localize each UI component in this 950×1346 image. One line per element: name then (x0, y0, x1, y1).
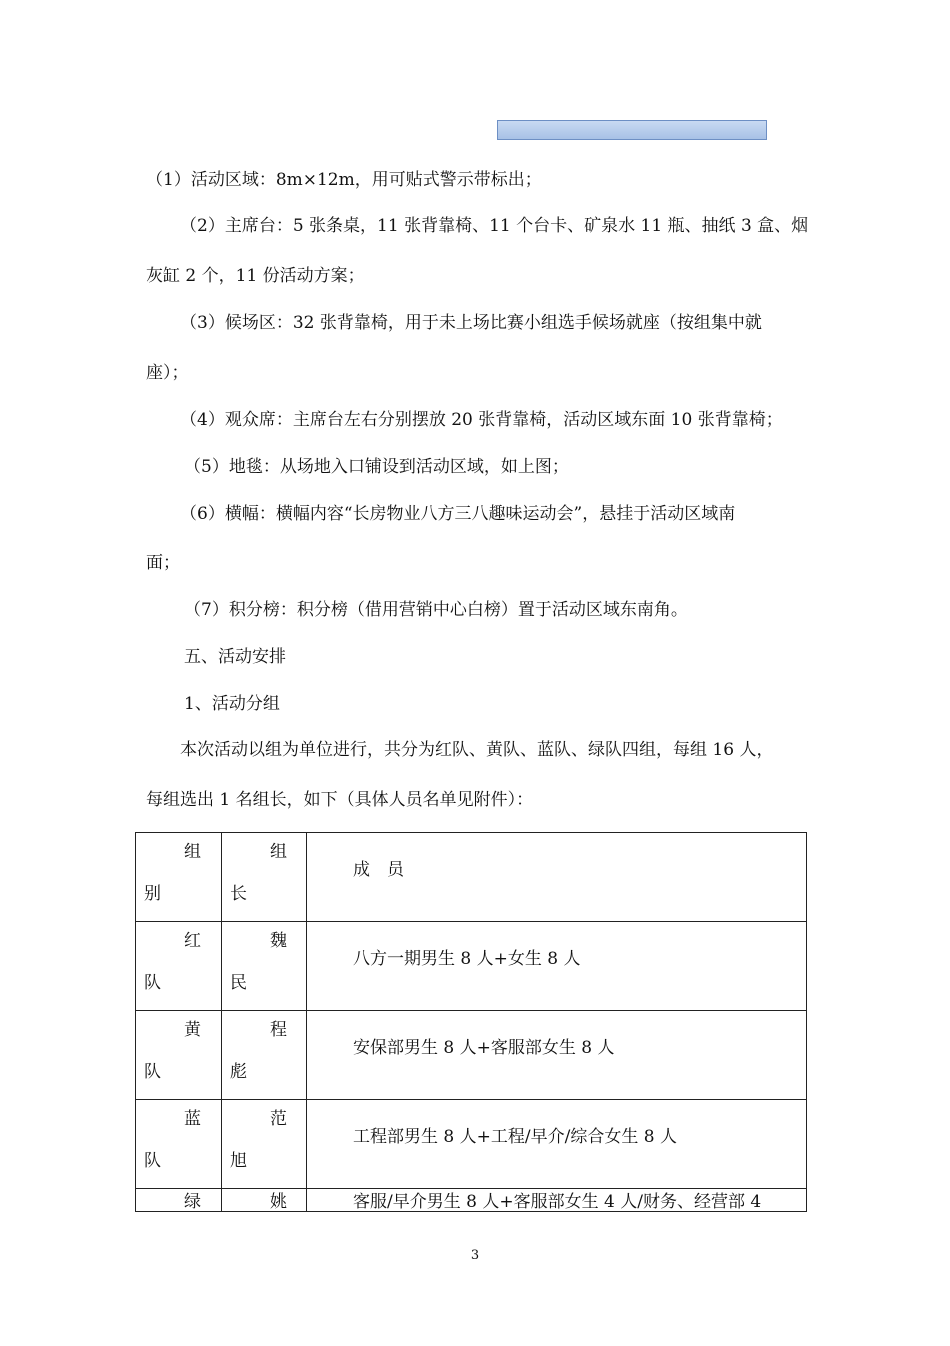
paragraph-scoreboard: （7）积分榜：积分榜（借用营销中心白榜）置于活动区域东南角。 (184, 600, 688, 620)
intro-line1: 本次活动以组为单位进行，共分为红队、黄队、蓝队、绿队四组，每组 16 人， (180, 740, 774, 760)
group-char1: 蓝 (184, 1109, 201, 1129)
paragraph-carpet: （5）地毯：从场地入口铺设到活动区域，如上图； (184, 457, 569, 477)
paragraph-banner-line2: 面； (146, 553, 180, 573)
group-table (135, 832, 807, 1212)
leader-char1: 范 (270, 1109, 287, 1129)
header-group-char1: 组 (184, 842, 201, 862)
leader-char1: 魏 (270, 931, 287, 951)
table-cell (222, 1189, 307, 1212)
header-members: 成 员 (353, 860, 404, 880)
members-text: 八方一期男生 8 人+女生 8 人 (353, 949, 581, 969)
table-cell (307, 1100, 807, 1189)
table-header-row (136, 833, 807, 922)
leader-char1: 姚 (270, 1192, 287, 1211)
header-group-char2: 别 (144, 884, 161, 904)
table-row (136, 1189, 807, 1212)
table-cell (136, 922, 222, 1011)
intro-line2: 每组选出 1 名组长，如下（具体人员名单见附件）： (146, 790, 534, 810)
table-cell (307, 1011, 807, 1100)
group-char2: 队 (144, 1062, 161, 1082)
table-cell (136, 1011, 222, 1100)
members-text: 安保部男生 8 人+客服部女生 8 人 (353, 1038, 615, 1058)
group-char1: 绿 (184, 1192, 201, 1211)
table-cell (307, 833, 807, 922)
table-cell (222, 1100, 307, 1189)
table-row (136, 1100, 807, 1189)
group-char2: 队 (144, 1151, 161, 1171)
group-char2: 队 (144, 973, 161, 993)
leader-char2: 民 (230, 973, 247, 993)
table-row (136, 1011, 807, 1100)
page-number: 3 (470, 1248, 480, 1263)
table-cell (222, 1011, 307, 1100)
table-cell (222, 922, 307, 1011)
paragraph-audience: （4）观众席：主席台左右分别摆放 20 张背靠椅，活动区域东面 10 张背靠椅； (180, 410, 783, 430)
leader-char2: 旭 (230, 1151, 247, 1171)
table-cell (136, 1100, 222, 1189)
paragraph-head-table-line2: 灰缸 2 个，11 份活动方案； (146, 266, 365, 286)
table-cell (136, 1189, 222, 1212)
section-title: 五、活动安排 (184, 647, 286, 667)
sub-title: 1、活动分组 (184, 694, 280, 714)
leader-char1: 程 (270, 1020, 287, 1040)
header-leader-char2: 长 (230, 884, 247, 904)
group-char1: 红 (184, 931, 201, 951)
paragraph-activity-area: （1）活动区域：8m×12m，用可贴式警示带标出； (146, 170, 542, 190)
table-cell (307, 1189, 807, 1212)
table-cell (307, 922, 807, 1011)
banner-placeholder (497, 120, 767, 140)
members-text: 工程部男生 8 人+工程/早介/综合女生 8 人 (353, 1127, 677, 1147)
table-cell (222, 833, 307, 922)
leader-char2: 彪 (230, 1062, 247, 1082)
group-char1: 黄 (184, 1020, 201, 1040)
paragraph-head-table-line1: （2）主席台：5 张条桌，11 张背靠椅、11 个台卡、矿泉水 11 瓶、抽纸 3 盒、烟 (180, 216, 809, 236)
header-leader-char1: 组 (270, 842, 287, 862)
members-text: 客服/早介男生 8 人+客服部女生 4 人/财务、经营部 4 (353, 1192, 762, 1211)
table-cell (136, 833, 222, 922)
paragraph-banner-line1: （6）横幅：横幅内容“长房物业八方三八趣味运动会”，悬挂于活动区域南 (180, 504, 736, 524)
table-row (136, 922, 807, 1011)
paragraph-waiting-area-line2: 座）； (146, 363, 189, 383)
paragraph-waiting-area-line1: （3）候场区：32 张背靠椅，用于未上场比赛小组选手候场就座（按组集中就 (180, 313, 762, 333)
